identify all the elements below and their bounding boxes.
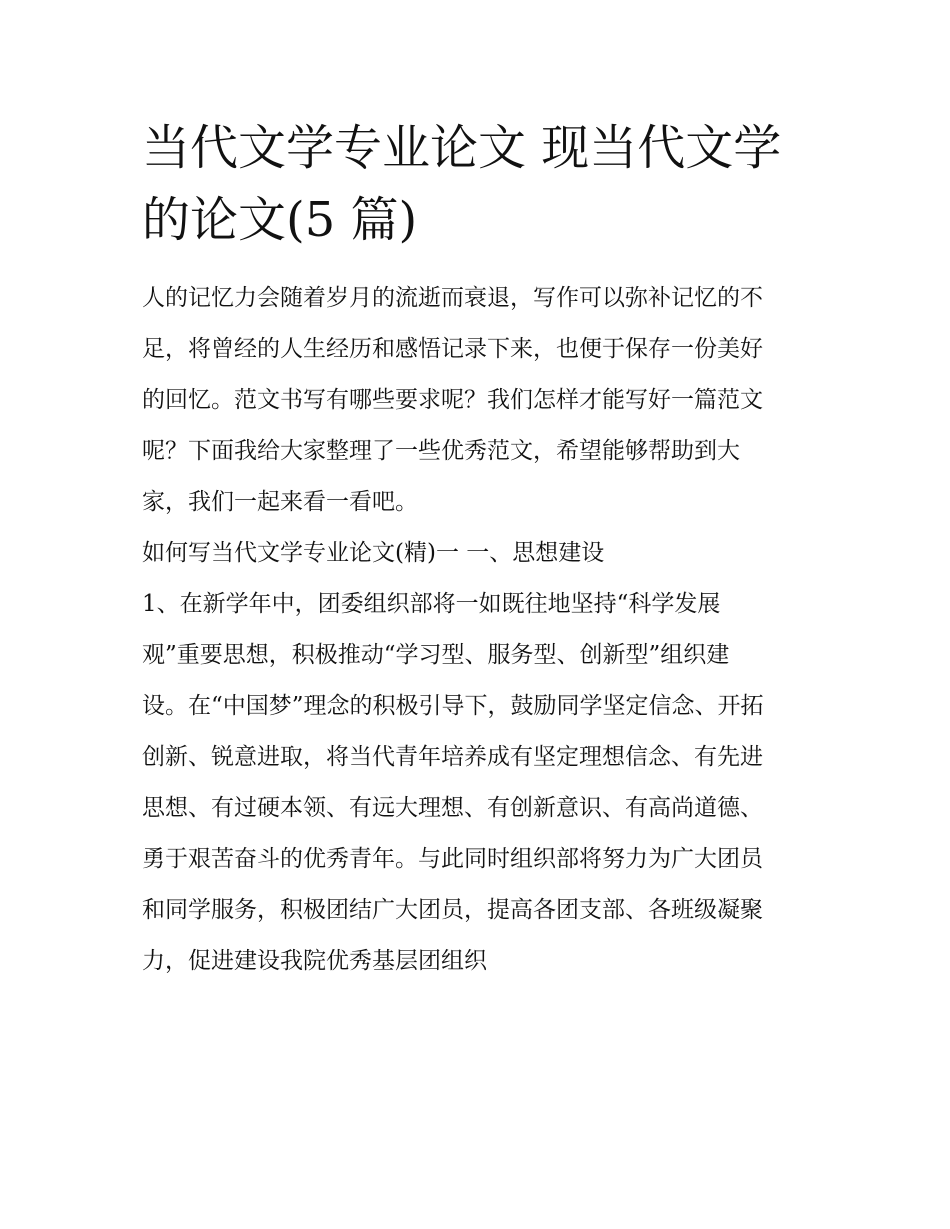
title-line: 的论文(5 篇): [142, 192, 418, 248]
body-text-line: 人的记忆力会随着岁月的流逝而衰退，写作可以弥补记忆的不: [142, 285, 763, 311]
body-text-line: 思想、有过硬本领、有远大理想、有创新意识、有高尚道德、: [142, 795, 763, 821]
document-title: [142, 112, 832, 256]
body-text-line: 呢？下面我给大家整理了一些优秀范文，希望能够帮助到大: [142, 438, 740, 464]
body-text-line: 和同学服务，积极团结广大团员，提高各团支部、各班级凝聚: [142, 897, 763, 923]
body-text-line: 的回忆。范文书写有哪些要求呢？我们怎样才能写好一篇范文: [142, 387, 763, 413]
body-text-line: 创新、锐意进取，将当代青年培养成有坚定理想信念、有先进: [142, 744, 763, 770]
body-text-line: 足，将曾经的人生经历和感悟记录下来，也便于保存一份美好: [142, 336, 763, 362]
title-line: 当代文学专业论文 现当代文学: [142, 120, 782, 176]
body-text-line: 勇于艰苦奋斗的优秀青年。与此同时组织部将努力为广大团员: [142, 846, 763, 872]
body-text-line: 观”重要思想，积极推动“学习型、服务型、创新型”组织建: [142, 642, 730, 668]
body-text-line: 家，我们一起来看一看吧。: [142, 489, 418, 515]
body-text-line: 1、在新学年中，团委组织部将一如既往地坚持“科学发展: [142, 591, 721, 617]
body-text-line: 力，促进建设我院优秀基层团组织: [142, 948, 487, 974]
body-text-line: 设。在“中国梦”理念的积极引导下，鼓励同学坚定信念、开拓: [142, 693, 764, 719]
section-heading: 如何写当代文学专业论文(精)一 一、思想建设: [142, 540, 605, 566]
